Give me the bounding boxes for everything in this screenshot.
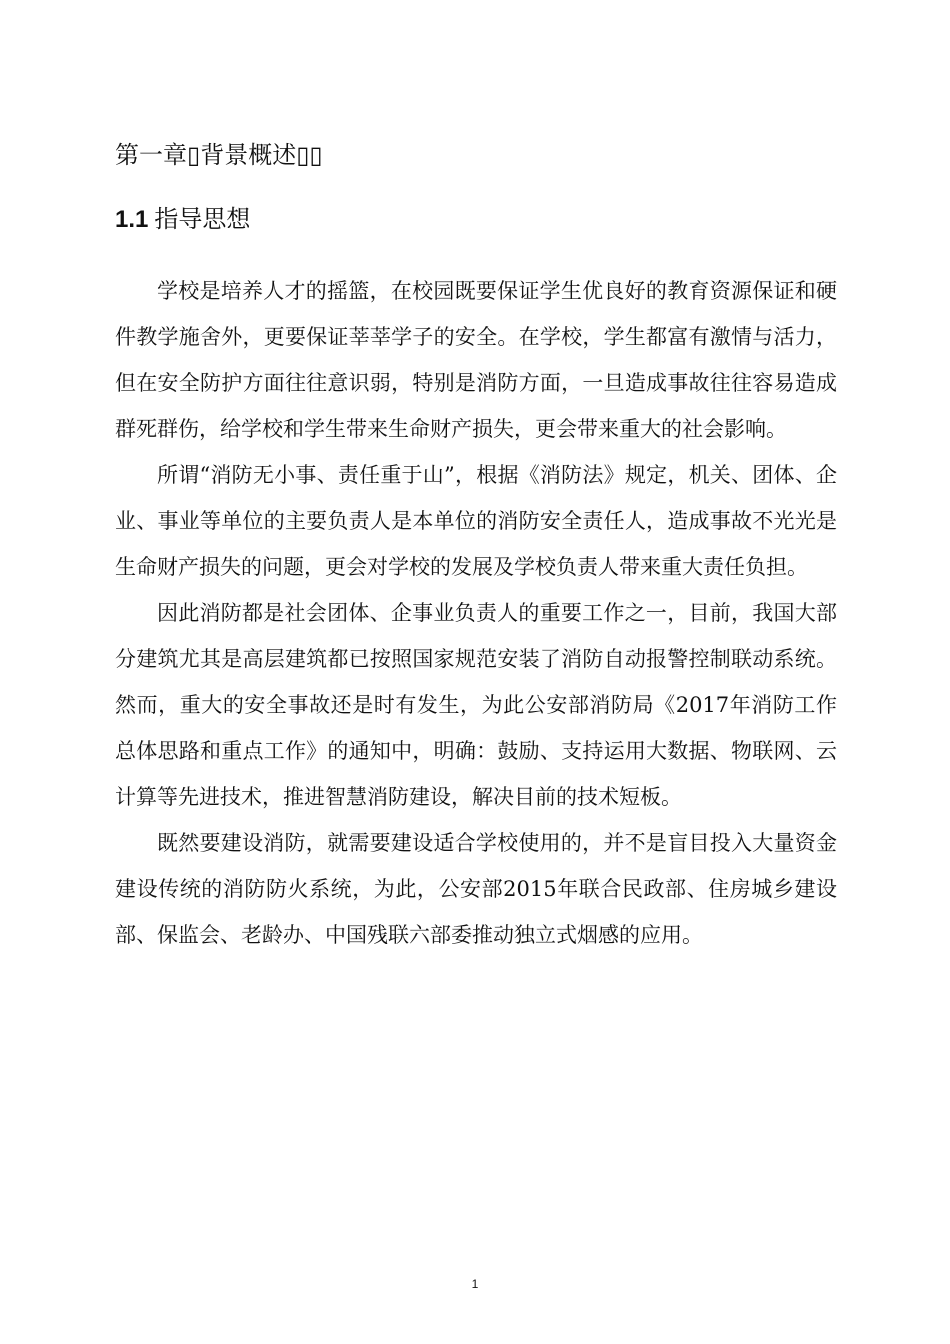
section-heading bbox=[115, 202, 250, 237]
section-title: 指导思想 bbox=[154, 205, 251, 233]
paragraph: 既然要建设消防，就需要建设适合学校使用的，并不是盲目投入大量资金建设传统的消防防火系统，为此，公安部2015年联合民政部、住房城乡建设部、保监会、老龄办、中国残联六部委推动独立式烟感的应用。 bbox=[115, 831, 837, 947]
section-number: 1.1 bbox=[115, 206, 149, 233]
paragraph: 所谓“消防无小事、责任重于山”，根据《消防法》规定，机关、团体、企业、事业等单位的主要负责人是本单位的消防安全责任人，造成事故不光光是生命财产损失的问题，更会对学校的发展及学校负责人带来重大责任负担。 bbox=[115, 463, 837, 579]
chapter-title: 第一章▯背景概述▯▯ bbox=[115, 141, 323, 169]
paragraph: 学校是培养人才的摇篮，在校园既要保证学生优良好的教育资源保证和硬件教学施舍外，更要保证莘莘学子的安全。在学校，学生都富有激情与活力，但在安全防护方面往往意识弱，特别是消防方面，一旦造成事故往往容易造成群死群伤，给学校和学生带来生命财产损失，更会带来重大的社会影响。 bbox=[115, 279, 837, 441]
body-text bbox=[115, 268, 837, 958]
page-number: 1 bbox=[471, 1277, 479, 1291]
paragraph: 因此消防都是社会团体、企事业负责人的重要工作之一，目前，我国大部分建筑尤其是高层建筑都已按照国家规范安装了消防自动报警控制联动系统。然而，重大的安全事故还是时有发生，为此公安部消防局《2017年消防工作总体思路和重点工作》的通知中，明确：鼓励、支持运用大数据、物联网、云计算等先进技术，推进智慧消防建设，解决目前的技术短板。 bbox=[115, 601, 837, 809]
